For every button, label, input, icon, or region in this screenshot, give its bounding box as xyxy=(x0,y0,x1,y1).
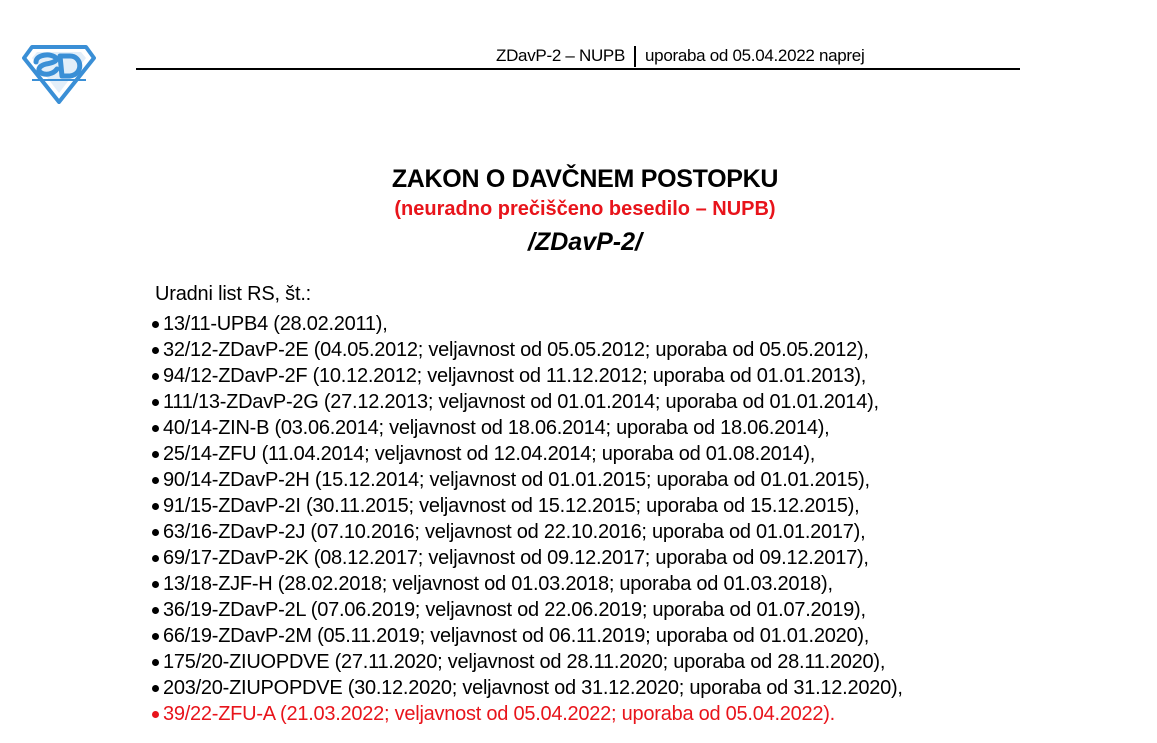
gazette-entry: 91/15-ZDavP-2I (30.11.2015; veljavnost od 15.12.2015; uporaba od 15.12.2015), xyxy=(151,493,903,519)
bullet-icon xyxy=(152,529,159,536)
bullet-icon xyxy=(152,607,159,614)
bullet-icon xyxy=(152,399,159,406)
bullet-icon xyxy=(152,477,159,484)
bullet-icon xyxy=(152,321,159,328)
document-abbreviation: /ZDavP-2/ xyxy=(528,228,642,256)
bullet-icon xyxy=(152,373,159,380)
bullet-icon xyxy=(152,555,159,562)
gazette-label: Uradni list RS, št.: xyxy=(155,283,312,305)
gazette-entry: 40/14-ZIN-B (03.06.2014; veljavnost od 18.06.2014; uporaba od 18.06.2014), xyxy=(151,415,903,441)
bullet-icon xyxy=(152,425,159,432)
gazette-entry-latest: 39/22-ZFU-A (21.03.2022; veljavnost od 05.04.2022; uporaba od 05.04.2022). xyxy=(151,701,903,727)
gazette-entry: 13/18-ZJF-H (28.02.2018; veljavnost od 01.03.2018; uporaba od 01.03.2018), xyxy=(151,571,903,597)
gazette-entry: 69/17-ZDavP-2K (08.12.2017; veljavnost od 09.12.2017; uporaba od 09.12.2017), xyxy=(151,545,903,571)
gazette-entry: 63/16-ZDavP-2J (07.10.2016; veljavnost od 22.10.2016; uporaba od 01.01.2017), xyxy=(151,519,903,545)
gazette-entry: 13/11-UPB4 (28.02.2011), xyxy=(151,311,903,337)
document-subtitle: (neuradno prečiščeno besedilo – NUPB) xyxy=(394,198,776,220)
gazette-entry: 175/20-ZIUOPDVE (27.11.2020; veljavnost od 28.11.2020; uporaba od 28.11.2020), xyxy=(151,649,903,675)
bullet-icon xyxy=(152,633,159,640)
gazette-entry: 25/14-ZFU (11.04.2014; veljavnost od 12.04.2014; uporaba od 01.08.2014), xyxy=(151,441,903,467)
gazette-entry: 90/14-ZDavP-2H (15.12.2014; veljavnost od 01.01.2015; uporaba od 01.01.2015), xyxy=(151,467,903,493)
bullet-icon xyxy=(152,659,159,666)
shield-logo-icon xyxy=(22,44,96,104)
bullet-icon xyxy=(152,581,159,588)
gazette-entries-list xyxy=(151,311,903,727)
bullet-icon xyxy=(152,685,159,692)
bullet-icon xyxy=(152,347,159,354)
header-applicability: uporaba od 05.04.2022 naprej xyxy=(645,45,865,65)
header-separator xyxy=(634,46,636,67)
bullet-icon xyxy=(152,711,159,718)
document-title: ZAKON O DAVČNEM POSTOPKU xyxy=(391,165,779,193)
gazette-entry: 203/20-ZIUPOPDVE (30.12.2020; veljavnost od 31.12.2020; uporaba od 31.12.2020), xyxy=(151,675,903,701)
header-doc-code: ZDavP-2 – NUPB xyxy=(496,45,626,65)
header-text xyxy=(496,45,864,66)
bullet-icon xyxy=(152,451,159,458)
gazette-entry: 36/19-ZDavP-2L (07.06.2019; veljavnost od 22.06.2019; uporaba od 01.07.2019), xyxy=(151,597,903,623)
gazette-entry: 66/19-ZDavP-2M (05.11.2019; veljavnost od 06.11.2019; uporaba od 01.01.2020), xyxy=(151,623,903,649)
bullet-icon xyxy=(152,503,159,510)
gazette-entry: 111/13-ZDavP-2G (27.12.2013; veljavnost od 01.01.2014; uporaba od 01.01.2014), xyxy=(151,389,903,415)
gazette-entry: 94/12-ZDavP-2F (10.12.2012; veljavnost od 11.12.2012; uporaba od 01.01.2013), xyxy=(151,363,903,389)
gazette-entry: 32/12-ZDavP-2E (04.05.2012; veljavnost od 05.05.2012; uporaba od 05.05.2012), xyxy=(151,337,903,363)
page-header xyxy=(136,44,1020,70)
